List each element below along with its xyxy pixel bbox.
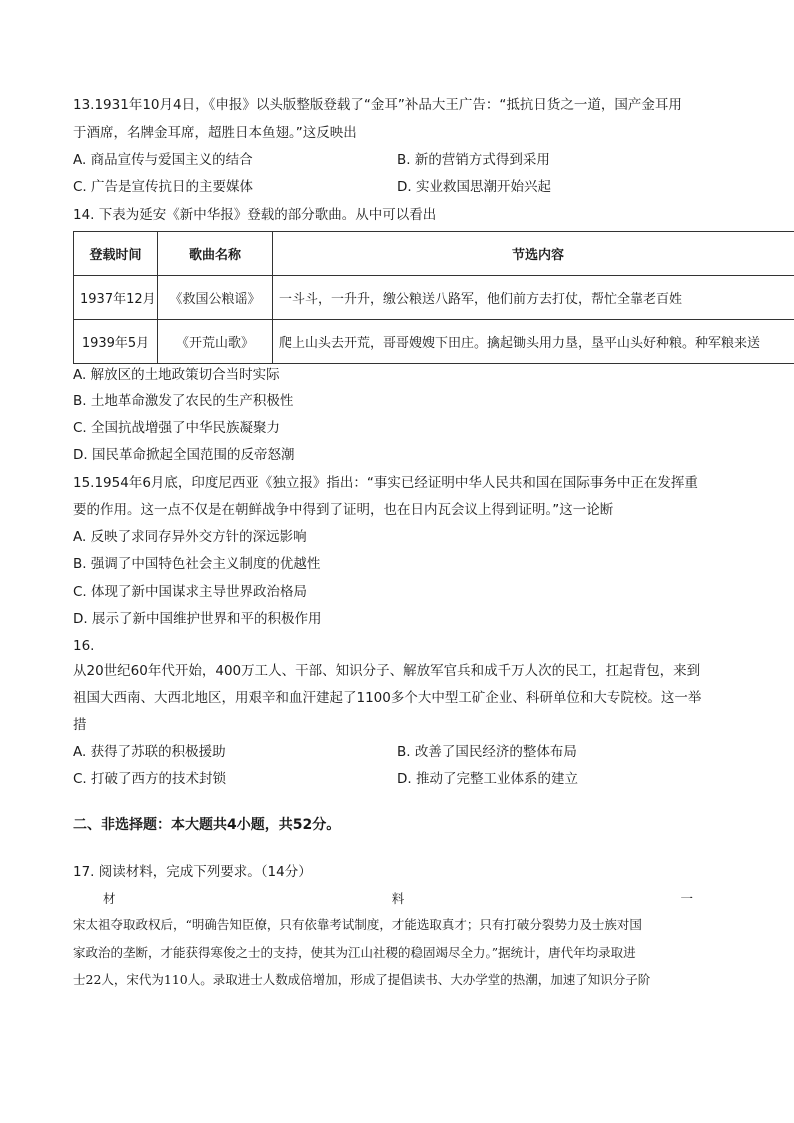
q13-option-b[interactable]: B. 新的营销方式得到采用 (397, 152, 550, 168)
material-line2: 家政治的垄断，才能获得寒俊之士的支持，使其为江山社稷的稳固竭尽全力。”据统计，唐代年均录取进 (73, 945, 636, 960)
q14-stem: 14. 下表为延安《新中华报》登载的部分歌曲。从中可以看出 (73, 207, 437, 223)
q16-stem-line1: 从20世纪60年代开始，400万工人、干部、知识分子、解放军官兵和成千万人次的民工，扛起背包，来到 (73, 663, 701, 679)
q16-option-b[interactable]: B. 改善了国民经济的整体布局 (397, 744, 577, 760)
material-label-char: 一 (680, 891, 693, 906)
header-date: 登载时间 (74, 232, 158, 276)
q15-option-b[interactable]: B. 强调了中国特色社会主义制度的优越性 (73, 556, 321, 572)
q15-option-c[interactable]: C. 体现了新中国谋求主导世界政治格局 (73, 584, 308, 600)
q14-option-a[interactable]: A. 解放区的土地政策切合当时实际 (73, 367, 280, 383)
cell-excerpt: 一斗斗，一升升，缴公粮送八路军，他们前方去打仗，帮忙全靠老百姓 (273, 276, 794, 320)
q16-number: 16. (73, 638, 95, 654)
q16-option-d[interactable]: D. 推动了完整工业体系的建立 (397, 771, 578, 787)
q17-stem: 17. 阅读材料，完成下列要求。（14分） (73, 864, 312, 880)
cell-song: 《救国公粮谣》 (158, 276, 273, 320)
q15-option-d[interactable]: D. 展示了新中国维护世界和平的积极作用 (73, 611, 322, 627)
header-excerpt: 节选内容 (273, 232, 794, 276)
q13-stem-line1: 13.1931年10月4日，《申报》以头版整版登载了“金耳”补品大王广告：“抵抗日货之一道，国产金耳用 (73, 97, 682, 113)
q16-option-a[interactable]: A. 获得了苏联的积极援助 (73, 744, 226, 760)
material-line3: 士22人，宋代为110人。录取进士人数成倍增加，形成了提倡读书、大办学堂的热潮，加速了知识分子阶 (73, 972, 651, 987)
section-heading: 二、非选择题：本大题共4小题，共52分。 (73, 817, 341, 833)
q14-option-c[interactable]: C. 全国抗战增强了中华民族凝聚力 (73, 420, 281, 436)
cell-date: 1937年12月 (74, 276, 158, 320)
cell-excerpt: 爬上山头去开荒，哥哥嫂嫂下田庄。擒起锄头用力垦，垦平山头好种粮。种军粮来送 (273, 320, 794, 364)
material-label (73, 889, 723, 909)
cell-date: 1939年5月 (74, 320, 158, 364)
table-row (74, 276, 794, 320)
q14-option-b[interactable]: B. 土地革命激发了农民的生产积极性 (73, 393, 294, 409)
q16-stem-line3: 措 (73, 717, 87, 733)
material-line1: 宋太祖夺取政权后，“明确告知臣僚，只有依靠考试制度，才能选取真才；只有打破分裂势力及士族对国 (73, 917, 642, 932)
material-label-char: 料 (391, 891, 405, 906)
cell-song: 《开荒山歌》 (158, 320, 273, 364)
q16-option-c[interactable]: C. 打破了西方的技术封锁 (73, 771, 227, 787)
q15-stem-line2: 要的作用。这一点不仅是在朝鲜战争中得到了证明，也在日内瓦会议上得到证明。”这一论断 (73, 502, 614, 518)
q13-option-d[interactable]: D. 实业救国思潮开始兴起 (397, 179, 551, 195)
q13-option-a[interactable]: A. 商品宣传与爱国主义的结合 (73, 152, 253, 168)
q13-option-c[interactable]: C. 广告是宣传抗日的主要媒体 (73, 179, 254, 195)
q13-stem-line2: 于酒席，名牌金耳席，超胜日本鱼翅。”这反映出 (73, 125, 357, 141)
material-label-char: 材 (103, 891, 116, 906)
q15-option-a[interactable]: A. 反映了求同存异外交方针的深远影响 (73, 529, 307, 545)
header-song: 歌曲名称 (158, 232, 273, 276)
song-table (73, 231, 794, 364)
table-row (74, 320, 794, 364)
q14-option-d[interactable]: D. 国民革命掀起全国范围的反帝怒潮 (73, 447, 295, 463)
q15-stem-line1: 15.1954年6月底，印度尼西亚《独立报》指出：“事实已经证明中华人民共和国在国际事务中正在发挥重 (73, 475, 698, 491)
table-header-row (74, 232, 794, 276)
q16-stem-line2: 祖国大西南、大西北地区，用艰辛和血汗建起了1100多个大中型工矿企业、科研单位和大专院校。这一举 (73, 690, 702, 706)
